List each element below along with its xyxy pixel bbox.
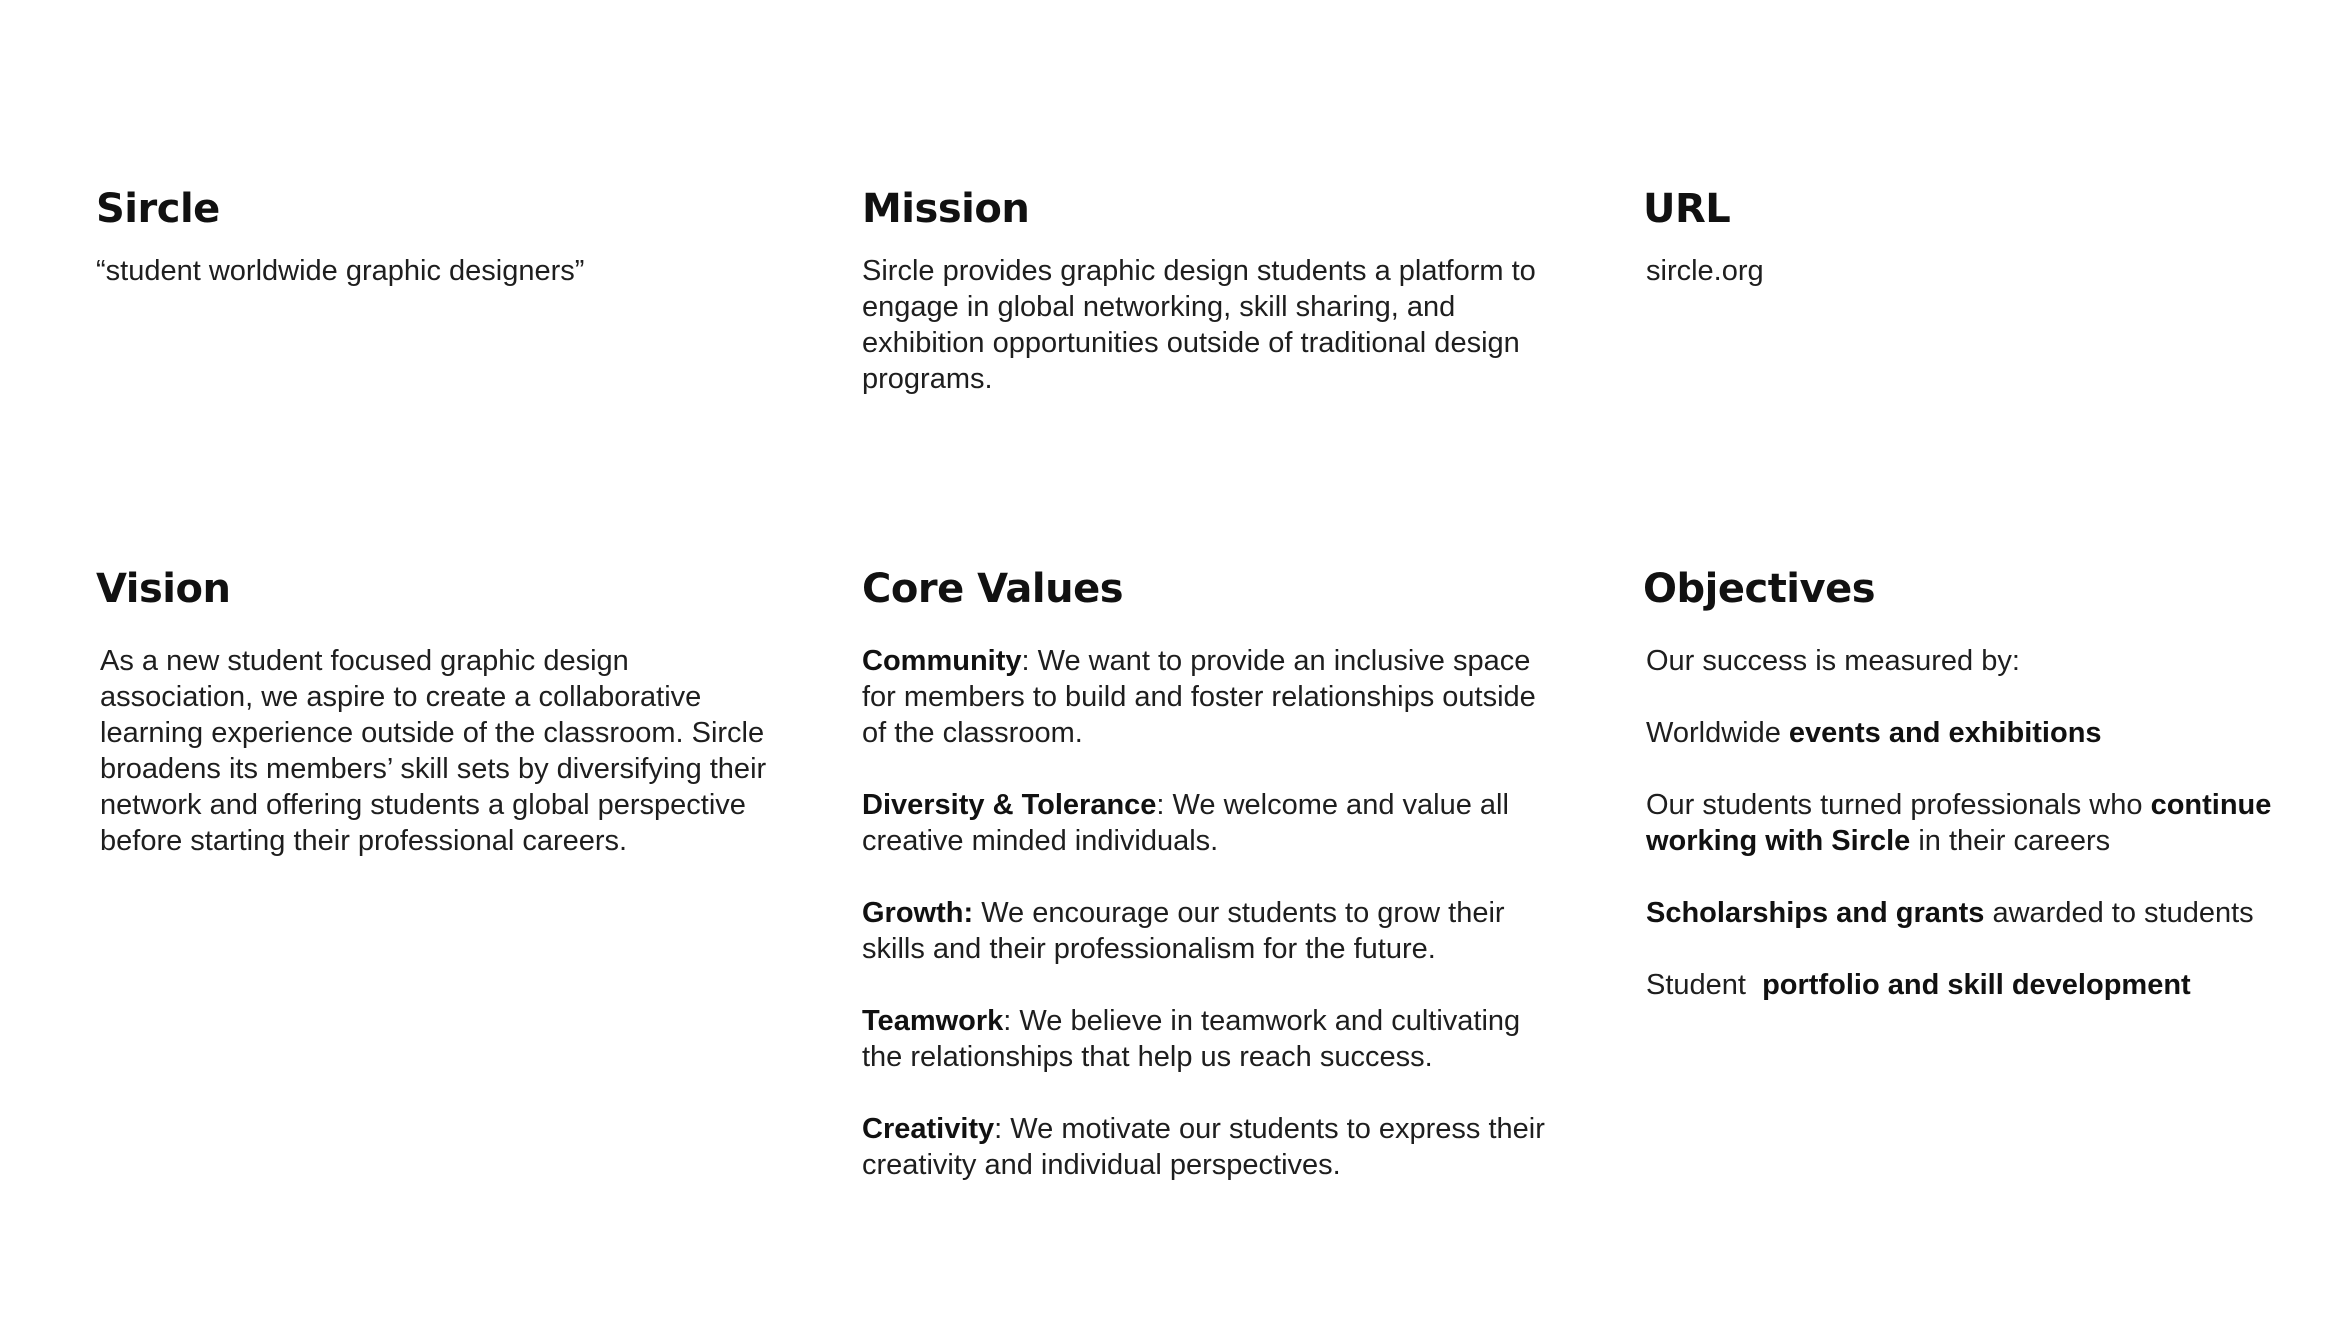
core-value-creativity: Creativity: We motivate our students to express their creativity and individual perspectives.	[862, 1113, 1545, 1181]
vision-section	[96, 565, 776, 859]
core-value-text: We want to provide an inclusive space for members to build and foster relationships outside of the classroom.	[862, 645, 1536, 749]
core-value-name: Growth:	[862, 897, 974, 929]
core-value-teamwork: Teamwork: We believe in teamwork and cultivating the relationships that help us reach success.	[862, 1005, 1521, 1073]
core-value-text: We motivate our students to express their creativity and individual perspectives.	[862, 1113, 1545, 1181]
objective-item: Scholarships and grants awarded to students	[1646, 897, 2254, 929]
url-value: sircle.org	[1646, 255, 1764, 287]
core-value-text: We believe in teamwork and cultivating the relationships that help us reach success.	[862, 1005, 1521, 1073]
core-values-list	[862, 643, 1552, 1183]
core-value-text: We encourage our students to grow their skills and their professionalism for the future.	[862, 897, 1505, 965]
objective-item: Our students turned professionals who continue working with Sircle in their careers	[1646, 789, 2272, 857]
core-values-section	[862, 565, 1552, 1183]
objectives-list	[1643, 643, 2303, 1003]
vision-heading: Vision	[96, 566, 231, 612]
url-heading: URL	[1643, 186, 1731, 232]
url-section	[1643, 185, 2293, 289]
sircle-heading: Sircle	[96, 186, 220, 232]
core-value-name: Diversity & Tolerance	[862, 789, 1157, 821]
mission-text: Sircle provides graphic design students a platform to engage in global networking, skill sharing, and exhibition opportunities outside of traditional design programs.	[862, 255, 1536, 395]
vision-text: As a new student focused graphic design association, we aspire to create a collaborative learning experience outside of the classroom. Sircle broadens its members’ skill sets by diversifying their network and offering students a global perspective before starting their professional careers.	[100, 645, 767, 857]
objectives-section	[1643, 565, 2303, 1003]
core-value-name: Teamwork	[862, 1005, 1004, 1037]
mission-section	[862, 185, 1542, 397]
core-value-name: Creativity	[862, 1113, 995, 1145]
core-value-text: We welcome and value all creative minded individuals.	[862, 789, 1509, 857]
sircle-tagline: “student worldwide graphic designers”	[96, 255, 585, 287]
core-value-diversity: Diversity & Tolerance: We welcome and value all creative minded individuals.	[862, 789, 1509, 857]
objectives-heading: Objectives	[1643, 566, 1876, 612]
core-value-community: Community: We want to provide an inclusive space for members to build and foster relationships outside of the classroom.	[862, 645, 1536, 749]
objective-item: Worldwide events and exhibitions	[1646, 717, 2102, 749]
mission-heading: Mission	[862, 186, 1030, 232]
objective-item: Student portfolio and skill development	[1646, 969, 2191, 1001]
core-value-name: Community	[862, 645, 1022, 677]
core-values-heading: Core Values	[862, 566, 1124, 612]
sircle-section	[96, 185, 776, 289]
core-value-growth	[862, 895, 1552, 967]
objectives-intro: Our success is measured by:	[1646, 645, 2020, 677]
